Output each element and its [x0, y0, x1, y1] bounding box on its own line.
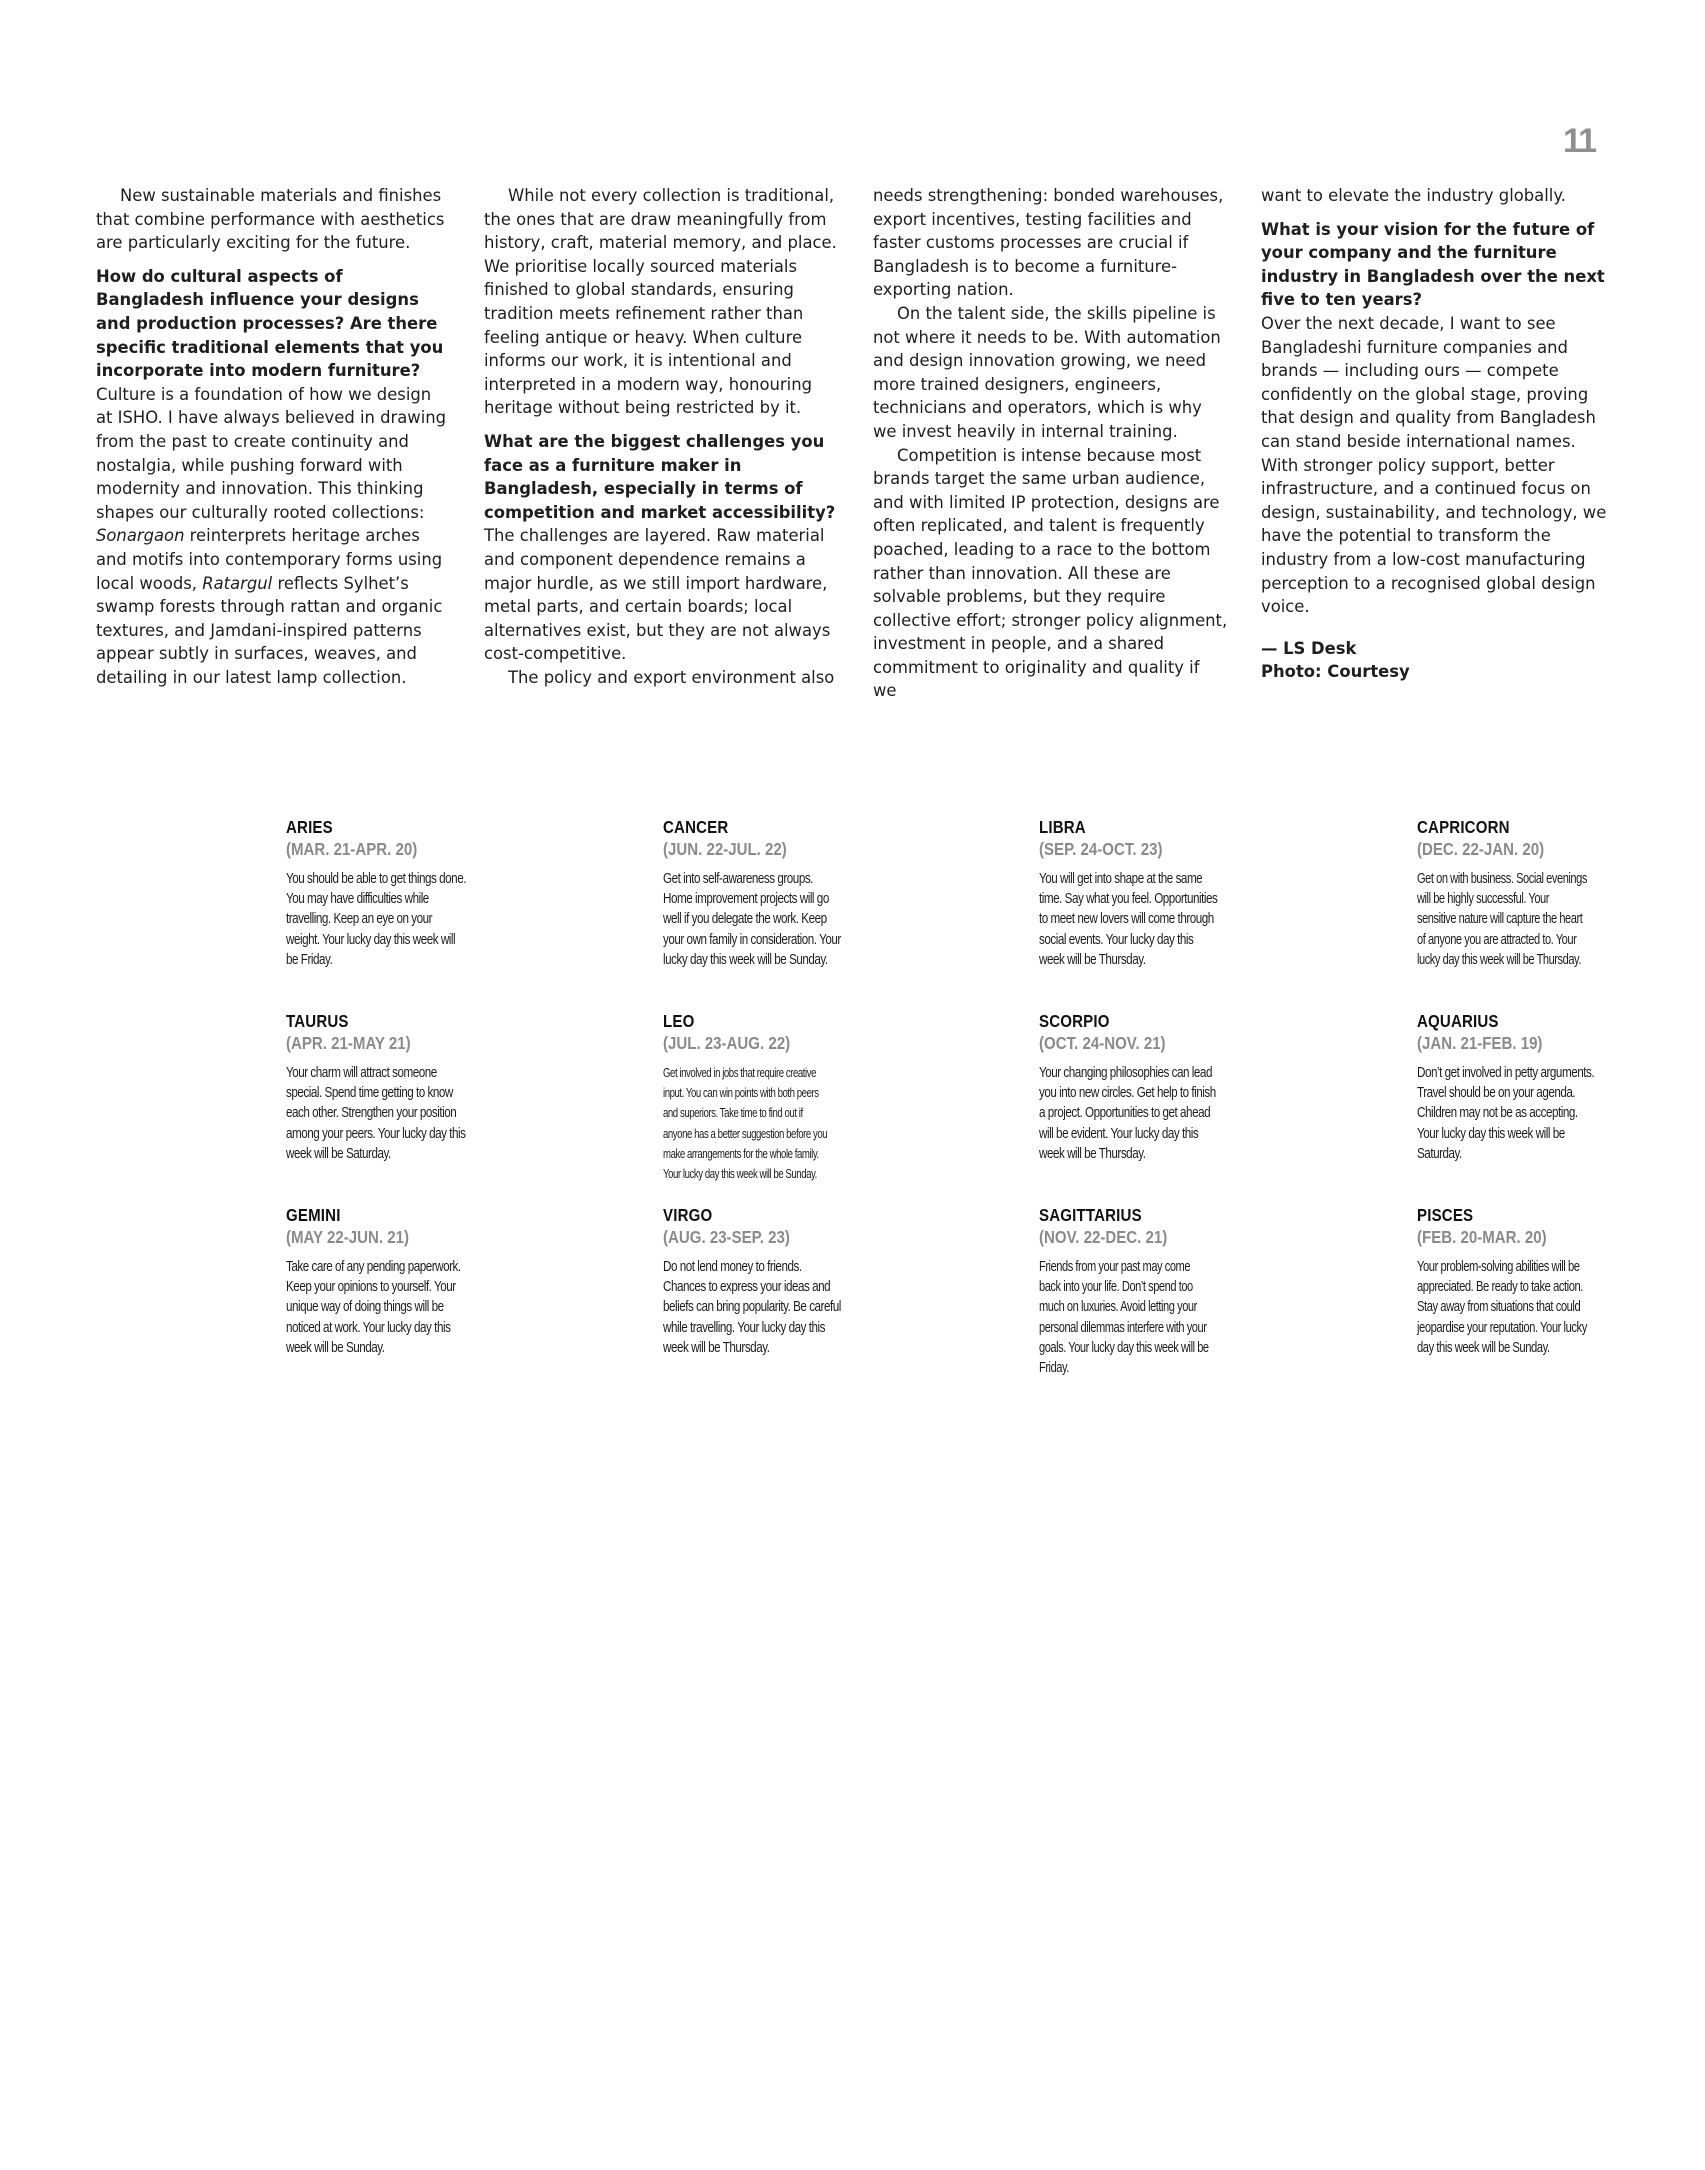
- sign-pisces: [1417, 1204, 1617, 1382]
- page-number: 11: [1563, 122, 1595, 160]
- sign-dates: (NOV. 22-DEC. 21): [1039, 1227, 1168, 1247]
- article-body: [96, 184, 1616, 701]
- sign-forecast: Your changing philosophies can lead you into new circles. Get help to finish a project. Opportunities to get ahead will be evident. Your lucky day this week will be Thursday.: [1039, 1065, 1216, 1162]
- sign-capricorn: [1417, 816, 1617, 994]
- collection-name-sonargaon: Sonargaon: [96, 526, 185, 546]
- paragraph: Competition is intense because most brands target the same urban audience, and with limited IP protection, designs are often replicated, and talent is frequently poached, leading to a race to the bottom rather than innovation. All these are solvable problems, but they require collective effort; stronger policy alignment, investment in people, and a shared commitment to originality and quality if we: [873, 445, 1228, 701]
- sign-aries: [286, 816, 486, 994]
- sign-name: LIBRA: [1039, 817, 1086, 837]
- sign-cancer: [663, 816, 863, 994]
- sign-scorpio: [1039, 1010, 1239, 1188]
- sign-dates: (JAN. 21-FEB. 19): [1417, 1033, 1543, 1053]
- sign-forecast: You will get into shape at the same time. Say what you feel. Opportunities to meet new lovers will come through social events. Your lucky day this week will be Thursday.: [1039, 871, 1218, 968]
- sign-name: LEO: [663, 1011, 695, 1031]
- sign-dates: (JUL. 23-AUG. 22): [663, 1033, 791, 1053]
- sign-name: SAGITTARIUS: [1039, 1205, 1142, 1225]
- sign-aquarius: [1417, 1010, 1617, 1188]
- horoscope-column-3: [1039, 816, 1239, 1398]
- sign-forecast: Your problem-solving abilities will be appreciated. Be ready to take action. Stay away from situations that could jeopardise your reputation. Your lucky day this week will be Sunday.: [1417, 1259, 1587, 1356]
- sign-forecast: Take care of any pending paperwork. Keep your opinions to yourself. Your unique way of doing things will be noticed at work. Your lucky day this week will be Sunday.: [286, 1259, 461, 1356]
- sign-name: GEMINI: [286, 1205, 341, 1225]
- paragraph: want to elevate the industry globally.: [1261, 186, 1566, 205]
- interview-question: How do cultural aspects of Bangladesh influence your designs and production processes? Are there specific traditional elements that you incorporate into modern furniture?: [96, 266, 444, 381]
- sign-leo: [663, 1010, 863, 1188]
- paragraph: needs strengthening: bonded warehouses, export incentives, testing facilities and faster customs processes are crucial if Bangladesh is to become a furniture-exporting nation.: [873, 186, 1224, 300]
- sign-name: CAPRICORN: [1417, 817, 1510, 837]
- sign-gemini: [286, 1204, 486, 1382]
- horoscope-column-4: [1417, 816, 1617, 1398]
- collection-name-ratargul: Ratargul: [202, 573, 273, 593]
- byline: — LS Desk: [1261, 638, 1357, 658]
- sign-dates: (DEC. 22-JAN. 20): [1417, 839, 1545, 859]
- sign-forecast: Get into self-awareness groups. Home improvement projects will go well if you delegate the work. Keep your own family in consideration. Your lucky day this week will be Sunday.: [663, 871, 841, 968]
- paragraph: While not every collection is traditional, the ones that are draw meaningfully from history, craft, material memory, and place. We prioritise locally sourced materials finished to global standards, ensuring tradition meets refinement rather than feeling antique or heavy. When culture informs our work, it is intentional and interpreted in a modern way, honouring heritage without being restricted by it.: [484, 186, 837, 418]
- sign-name: PISCES: [1417, 1205, 1474, 1225]
- sign-name: VIRGO: [663, 1205, 713, 1225]
- sign-libra: [1039, 816, 1239, 994]
- sign-dates: (AUG. 23-SEP. 23): [663, 1227, 790, 1247]
- interview-answer: The challenges are layered. Raw material and component dependence remains a major hurdle, as we still import hardware, metal parts, and certain boards; local alternatives exist, but they are not always cost-competitive.: [484, 526, 831, 664]
- sign-name: AQUARIUS: [1417, 1011, 1499, 1031]
- paragraph: On the talent side, the skills pipeline is not where it needs to be. With automation and design innovation growing, we need more trained designers, engineers, technicians and operators, which is why we invest heavily in internal training.: [873, 303, 1221, 441]
- sign-dates: (APR. 21-MAY 21): [286, 1033, 411, 1053]
- sign-dates: (FEB. 20-MAR. 20): [1417, 1227, 1547, 1247]
- article-column-2: [484, 184, 839, 689]
- sign-name: CANCER: [663, 817, 729, 837]
- sign-forecast: Do not lend money to friends. Chances to express your ideas and beliefs can bring popularity. Be careful while travelling. Your lucky day this week will be Thursday.: [663, 1259, 841, 1356]
- horoscope-column-1: [286, 816, 486, 1398]
- sign-sagittarius: [1039, 1204, 1239, 1382]
- sign-forecast: Get involved in jobs that require creative input. You can win points with both peers and superiors. Take time to find out if anyone has a better suggestion before you make arrangements for the whole family. Your lucky day this week will be Sunday.: [663, 1065, 828, 1182]
- sign-dates: (SEP. 24-OCT. 23): [1039, 839, 1163, 859]
- sign-dates: (MAY 22-JUN. 21): [286, 1227, 409, 1247]
- sign-taurus: [286, 1010, 486, 1188]
- sign-virgo: [663, 1204, 863, 1382]
- interview-answer: Culture is a foundation of how we design at ISHO. I have always believed in drawing from the past to create continuity and nostalgia, while pushing forward with modernity and innovation. This thinking shapes our culturally rooted collections: Sonargaon reinterprets heritage arches and motifs into contemporary forms using local woods, Ratargul reflects Sylhet’s swamp forests through rattan and organic textures, and Jamdani-inspired patterns appear subtly in surfaces, weaves, and detailing in our latest lamp collection.: [96, 384, 447, 687]
- sign-forecast: Friends from your past may come back into your life. Don’t spend too much on luxuries. Avoid letting your personal dilemmas interfere with your goals. Your lucky day this week will be Friday.: [1039, 1259, 1209, 1377]
- paragraph: New sustainable materials and finishes that combine performance with aesthetics are particularly exciting for the future.: [96, 186, 445, 253]
- photo-credit: Photo: Courtesy: [1261, 662, 1410, 682]
- sign-name: ARIES: [286, 817, 333, 837]
- paragraph: The policy and export environment also: [508, 667, 835, 687]
- sign-forecast: Your charm will attract someone special. Spend time getting to know each other. Strengthen your position among your peers. Your lucky day this week will be Saturday.: [286, 1065, 466, 1162]
- sign-forecast: Don’t get involved in petty arguments. Travel should be on your agenda. Children may not be as accepting. Your lucky day this week will be Saturday.: [1417, 1065, 1595, 1162]
- article-column-3: [873, 184, 1228, 703]
- sign-name: TAURUS: [286, 1011, 349, 1031]
- sign-forecast: You should be able to get things done. You may have difficulties while travelling. Keep an eye on your weight. Your lucky day this week will be Friday.: [286, 871, 466, 968]
- interview-answer: Over the next decade, I want to see Bangladeshi furniture companies and brands — including ours — compete confidently on the global stage, proving that design and quality from Bangladesh can stand beside international names. With stronger policy support, better infrastructure, and a continued focus on design, sustainability, and technology, we have the potential to transform the industry from a low-cost manufacturing perception to a recognised global design voice.: [1261, 313, 1607, 617]
- horoscope-column-2: [663, 816, 863, 1398]
- interview-question: What is your vision for the future of your company and the furniture industry in Bangladesh over the next five to ten years?: [1261, 219, 1605, 310]
- article-column-1: [96, 184, 451, 689]
- interview-question: What are the biggest challenges you face as a furniture maker in Bangladesh, especially in terms of competition and market accessibility?: [484, 431, 836, 522]
- sign-name: SCORPIO: [1039, 1011, 1110, 1031]
- sign-forecast: Get on with business. Social evenings will be highly successful. Your sensitive nature will capture the heart of anyone you are attracted to. Your lucky day this week will be Thursday.: [1417, 871, 1587, 968]
- sign-dates: (JUN. 22-JUL. 22): [663, 839, 787, 859]
- sign-dates: (OCT. 24-NOV. 21): [1039, 1033, 1166, 1053]
- sign-dates: (MAR. 21-APR. 20): [286, 839, 418, 859]
- article-column-4: [1261, 184, 1616, 684]
